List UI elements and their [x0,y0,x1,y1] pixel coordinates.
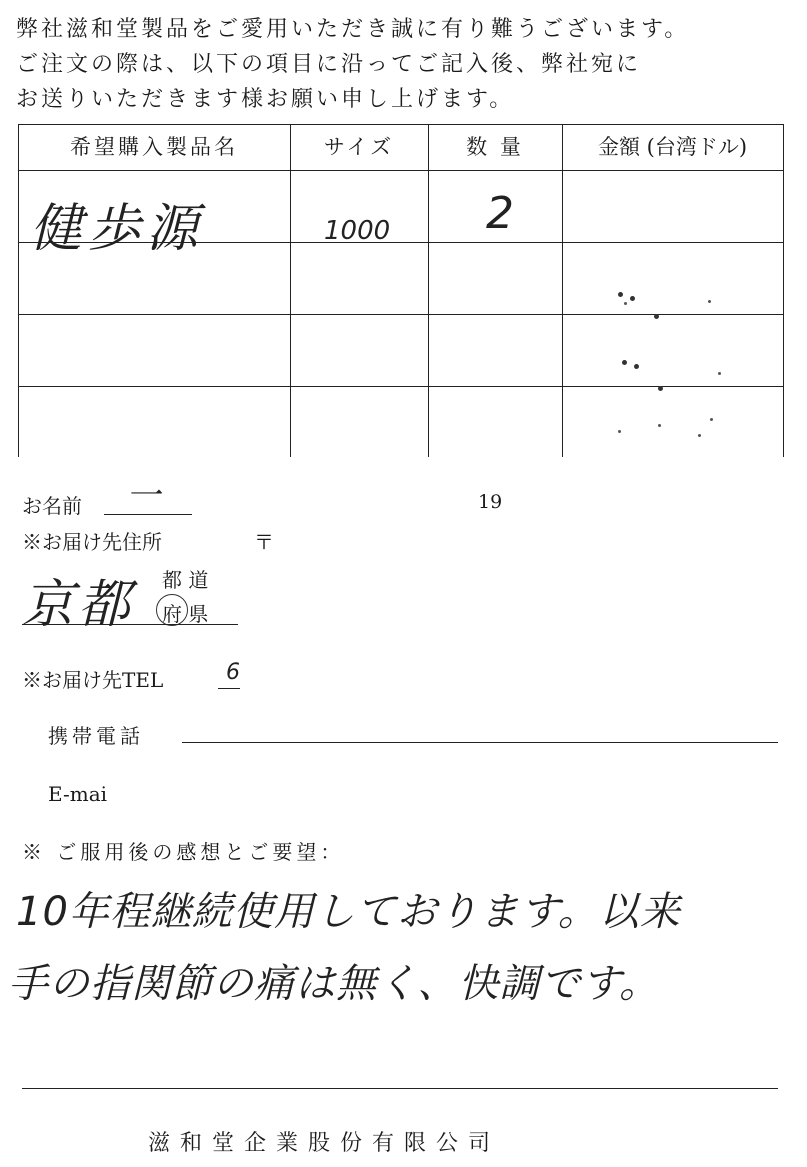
cell-product-name[interactable]: 健歩源 [30,199,205,259]
cell-quantity[interactable]: 2 [486,188,514,239]
tel-field[interactable]: 6 [226,660,240,685]
header-amount: 金額 (台湾ドル) [597,135,748,159]
name-label: お名前 [22,494,82,518]
cell-size[interactable]: 1000 [324,216,391,246]
postal-mark: 〒 [254,530,274,554]
header-quantity: 数 量 [466,135,524,159]
table-row-empty[interactable] [18,314,783,386]
name-field[interactable]: 一 [126,476,160,516]
header-size: サイズ [323,135,395,159]
mobile-field[interactable] [182,716,778,742]
intro-line-2: ご注文の際は、以下の項目に沿ってご記入後、弊社宛に [16,52,642,77]
feedback-line-2[interactable]: 手の指関節の痛は無く、快調です。 [8,961,660,1007]
intro-line-3: お送りいただきます様お願い申し上げます。 [16,87,515,112]
feedback-line-1[interactable]: 10年程継続使用しております。以来 [16,889,681,935]
header-product-name: 希望購入製品名 [70,135,238,159]
email-label: E-mai [48,782,108,806]
page-number: 19 [478,491,503,513]
table-row-empty[interactable] [18,386,783,457]
prefecture-option-top: 都 道 [162,568,209,592]
prefecture-option-bottom: 府 県 [162,602,209,626]
feedback-label: ※ ご服用後の感想とご要望： [22,840,345,864]
mobile-label: 携帯電話 [48,724,144,748]
address-label: ※お届け先住所 [22,530,162,554]
order-table [18,124,784,457]
cell-amount[interactable] [578,184,778,224]
table-row-empty[interactable] [18,242,783,314]
intro-line-1: 弊社滋和堂製品をご愛用いただき誠に有り難うございます。 [16,17,690,42]
prefecture-circle-mark [156,594,188,626]
address-field[interactable]: 京都 [22,575,135,635]
company-name: 滋和堂企業股份有限公司 [148,1131,501,1156]
tel-label: ※お届け先TEL [22,668,164,692]
